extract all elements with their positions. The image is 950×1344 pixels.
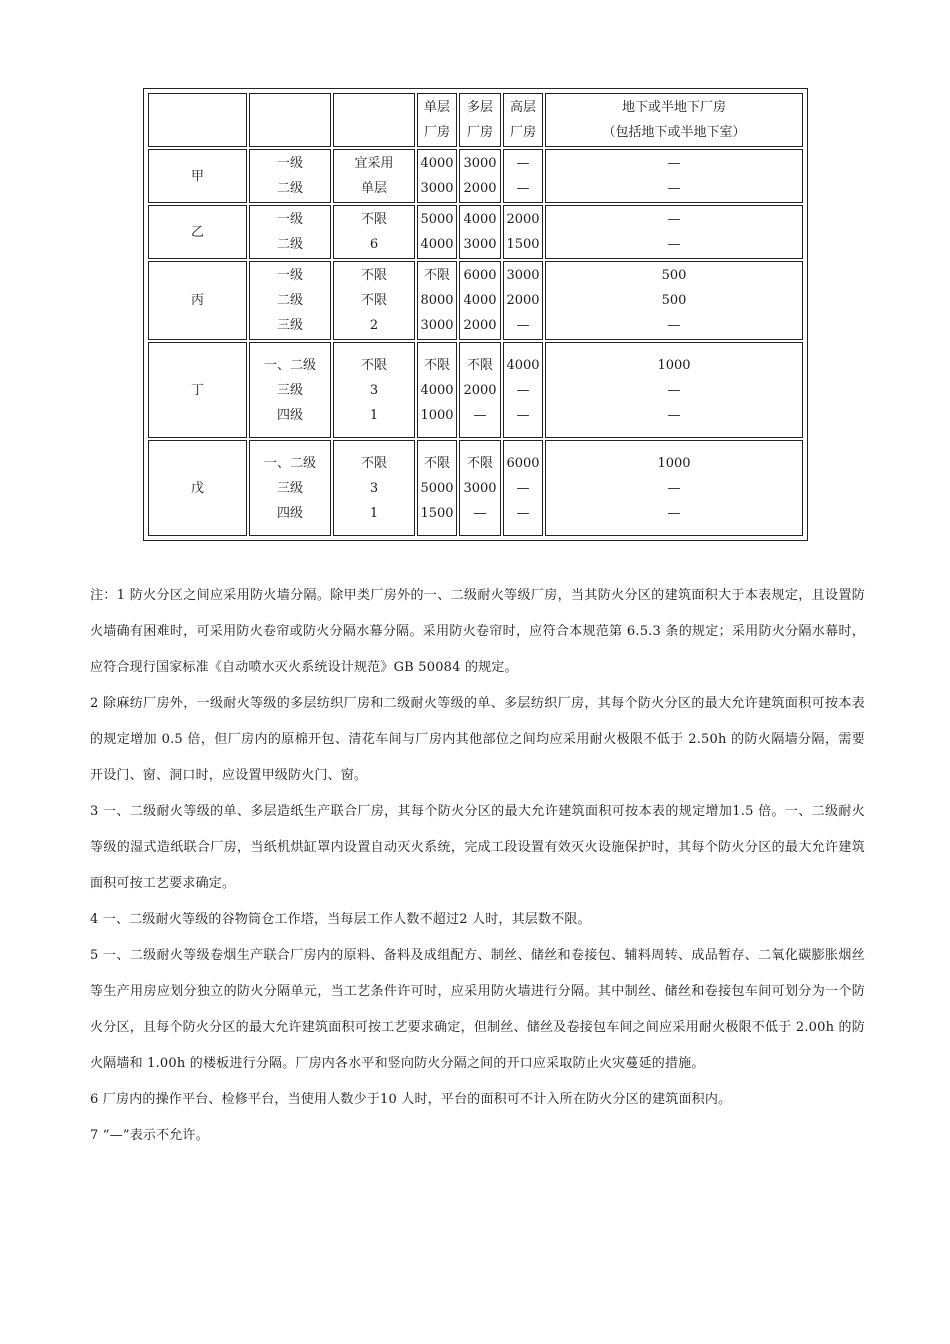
- grade-cell: [249, 440, 331, 536]
- cell-line: 3000: [463, 237, 497, 252]
- cell-line: 2000: [463, 318, 497, 333]
- header-multi-storey: 多层 厂房: [459, 93, 501, 147]
- cell-line: 不限: [360, 293, 387, 308]
- floors-cell: [333, 342, 415, 438]
- cell-line: 一、二级: [263, 455, 316, 471]
- cell-line: 500: [661, 268, 687, 283]
- cell-line: 3000: [420, 318, 454, 333]
- floors-cell: [333, 149, 415, 203]
- cell-line: 不限: [423, 455, 450, 471]
- multi-storey-cell: [459, 205, 501, 259]
- cell-line: 宜采用: [354, 156, 394, 171]
- cell-line: 4000: [463, 212, 497, 227]
- cell-line: 1500: [420, 505, 454, 521]
- header-blank-category: [148, 93, 247, 147]
- header-single-storey: 单层 厂房: [417, 93, 457, 147]
- cell-line: —: [667, 212, 681, 227]
- cell-line: 2000: [463, 382, 497, 398]
- cell-line: 不限: [466, 455, 493, 471]
- cell-line: —: [516, 318, 530, 333]
- grade-cell: [249, 342, 331, 438]
- cell-line: 3000: [463, 156, 497, 171]
- high-rise-cell: [503, 205, 543, 259]
- category-cell: 丁: [148, 342, 247, 438]
- cell-line: 不限: [466, 357, 493, 373]
- table-row: [148, 261, 803, 340]
- notes-section: [90, 578, 865, 1154]
- underground-cell: [545, 342, 803, 438]
- cell-line: 1500: [506, 237, 540, 252]
- multi-storey-cell: [459, 342, 501, 438]
- header-blank-grade: [249, 93, 331, 147]
- cell-line: 500: [661, 293, 687, 308]
- single-storey-cell: [417, 205, 457, 259]
- multi-storey-cell: [459, 149, 501, 203]
- area-table: [146, 91, 805, 538]
- cell-line: 6000: [463, 268, 497, 283]
- cell-line: —: [667, 407, 681, 423]
- cell-line: —: [667, 237, 681, 252]
- single-storey-cell: [417, 342, 457, 438]
- floors-cell: [333, 440, 415, 536]
- cell-line: 3000: [420, 181, 454, 196]
- cell-line: 6000: [506, 455, 540, 471]
- cell-line: 三级: [276, 318, 303, 333]
- cell-line: 1000: [657, 455, 691, 471]
- cell-line: 单层: [360, 181, 387, 196]
- cell-line: —: [667, 318, 681, 333]
- cell-line: 8000: [420, 293, 454, 308]
- cell-line: 5000: [420, 212, 454, 227]
- header-high-rise: 高层 厂房: [503, 93, 543, 147]
- cell-line: 2000: [506, 293, 540, 308]
- header-blank-floors: [333, 93, 415, 147]
- category-cell: 戊: [148, 440, 247, 536]
- fire-compartment-table: [143, 88, 808, 541]
- cell-line: 3000: [506, 268, 540, 283]
- cell-line: —: [667, 382, 681, 398]
- cell-line: 不限: [423, 357, 450, 373]
- cell-line: 三级: [276, 480, 303, 496]
- single-storey-cell: [417, 261, 457, 340]
- high-rise-cell: [503, 261, 543, 340]
- underground-cell: [545, 205, 803, 259]
- cell-line: 不限: [423, 268, 450, 283]
- cell-line: 一级: [276, 156, 303, 171]
- cell-line: 1000: [657, 357, 691, 373]
- table-body: [148, 149, 803, 536]
- cell-line: —: [667, 480, 681, 496]
- cell-line: —: [473, 407, 487, 423]
- cell-line: 1000: [420, 407, 454, 423]
- table-row: [148, 440, 803, 536]
- single-storey-cell: [417, 440, 457, 536]
- table-row: [148, 149, 803, 203]
- high-rise-cell: [503, 440, 543, 536]
- floors-cell: [333, 205, 415, 259]
- table-row: [148, 205, 803, 259]
- cell-line: 不限: [360, 455, 387, 471]
- cell-line: 4000: [420, 156, 454, 171]
- grade-cell: [249, 205, 331, 259]
- grade-cell: [249, 261, 331, 340]
- cell-line: 二级: [276, 237, 303, 252]
- note-paragraph: 4 一、二级耐火等级的谷物筒仓工作塔，当每层工作人数不超过2 人时，其层数不限。: [90, 912, 591, 927]
- underground-cell: [545, 261, 803, 340]
- note-paragraph: 5 一、二级耐火等级卷烟生产联合厂房内的原料、备料及成组配方、制丝、储丝和卷接包、辅料周转、成品暂存、二氧化碳膨胀烟丝等生产用房应划分独立的防火分隔单元，当工艺条件许可时，应采用防火墙进行分隔。其中制丝、储丝和卷接包车间可划分为一个防火分区，且每个防火分区的最大允许建筑面积可按工艺要求确定，但制丝、储丝及卷接包车间之间应采用耐火极限不低于 2.00h 的防火隔墙和 1.00h 的楼板进行分隔。厂房内各水平和竖向防火分隔之间的开口应采取防止火灾蔓延的措施。: [90, 948, 865, 1071]
- single-storey-cell: [417, 149, 457, 203]
- cell-line: 不限: [360, 212, 387, 227]
- cell-line: —: [667, 156, 681, 171]
- high-rise-cell: [503, 342, 543, 438]
- high-rise-cell: [503, 149, 543, 203]
- cell-line: 4000: [463, 293, 497, 308]
- multi-storey-cell: [459, 261, 501, 340]
- cell-line: —: [516, 156, 530, 171]
- note-paragraph: 2 除麻纺厂房外，一级耐火等级的多层纺织厂房和二级耐火等级的单、多层纺织厂房，其每个防火分区的最大允许建筑面积可按本表的规定增加 0.5 倍，但厂房内的原棉开包、清花车间与厂房内其他部位之间均应采用耐火极限不低于 2.50h 的防火隔墙分隔，需要开设门、窗、洞口时，应设置甲级防火门、窗。: [90, 696, 865, 783]
- cell-line: 二级: [276, 293, 303, 308]
- cell-line: —: [516, 181, 530, 196]
- cell-line: 四级: [276, 505, 303, 521]
- cell-line: 四级: [276, 407, 303, 423]
- table-header-row: [148, 93, 803, 147]
- cell-line: 一级: [276, 212, 303, 227]
- cell-line: —: [473, 505, 487, 521]
- table-row: [148, 342, 803, 438]
- cell-line: 4000: [506, 357, 540, 373]
- cell-line: —: [516, 407, 530, 423]
- cell-line: —: [516, 480, 530, 496]
- cell-line: 1: [369, 505, 379, 521]
- cell-line: 3: [369, 480, 379, 496]
- note-paragraph: 3 一、二级耐火等级的单、多层造纸生产联合厂房，其每个防火分区的最大允许建筑面积可按本表的规定增加1.5 倍。一、二级耐火等级的湿式造纸联合厂房，当纸机烘缸罩内设置自动灭火系统，完成工段设置有效灭火设施保护时，其每个防火分区的最大允许建筑面积可按工艺要求确定。: [90, 804, 865, 891]
- cell-line: 2000: [463, 181, 497, 196]
- category-cell: 丙: [148, 261, 247, 340]
- multi-storey-cell: [459, 440, 501, 536]
- note-paragraph: 6 厂房内的操作平台、检修平台，当使用人数少于10 人时，平台的面积可不计入所在防火分区的建筑面积内。: [90, 1092, 732, 1107]
- cell-line: —: [667, 181, 681, 196]
- cell-line: 1: [369, 407, 379, 423]
- header-underground: 地下或半地下厂房 （包括地下或半地下室）: [545, 93, 803, 147]
- grade-cell: [249, 149, 331, 203]
- floors-cell: [333, 261, 415, 340]
- cell-line: 5000: [420, 480, 454, 496]
- underground-cell: [545, 440, 803, 536]
- cell-line: 4000: [420, 382, 454, 398]
- cell-line: 不限: [360, 357, 387, 373]
- category-cell: 乙: [148, 205, 247, 259]
- category-cell: 甲: [148, 149, 247, 203]
- cell-line: 3000: [463, 480, 497, 496]
- cell-line: 3: [369, 382, 379, 398]
- cell-line: 一、二级: [263, 357, 316, 373]
- note-paragraph: 注：1 防火分区之间应采用防火墙分隔。除甲类厂房外的一、二级耐火等级厂房，当其防火分区的建筑面积大于本表规定，且设置防火墙确有困难时，可采用防火卷帘或防火分隔水幕分隔。采用防火卷帘时，应符合本规范第 6.5.3 条的规定；采用防火分隔水幕时，应符合现行国家标准《自动喷水灭火系统设计规范》GB 50084 的规定。: [90, 588, 865, 675]
- cell-line: 二级: [276, 181, 303, 196]
- cell-line: —: [516, 505, 530, 521]
- cell-line: 一级: [276, 268, 303, 283]
- note-paragraph: 7 “—”表示不允许。: [90, 1128, 209, 1143]
- cell-line: 4000: [420, 237, 454, 252]
- cell-line: 三级: [276, 382, 303, 398]
- cell-line: 2: [369, 318, 379, 333]
- cell-line: 6: [369, 237, 379, 252]
- cell-line: —: [516, 382, 530, 398]
- cell-line: 不限: [360, 268, 387, 283]
- underground-cell: [545, 149, 803, 203]
- cell-line: 2000: [506, 212, 540, 227]
- cell-line: —: [667, 505, 681, 521]
